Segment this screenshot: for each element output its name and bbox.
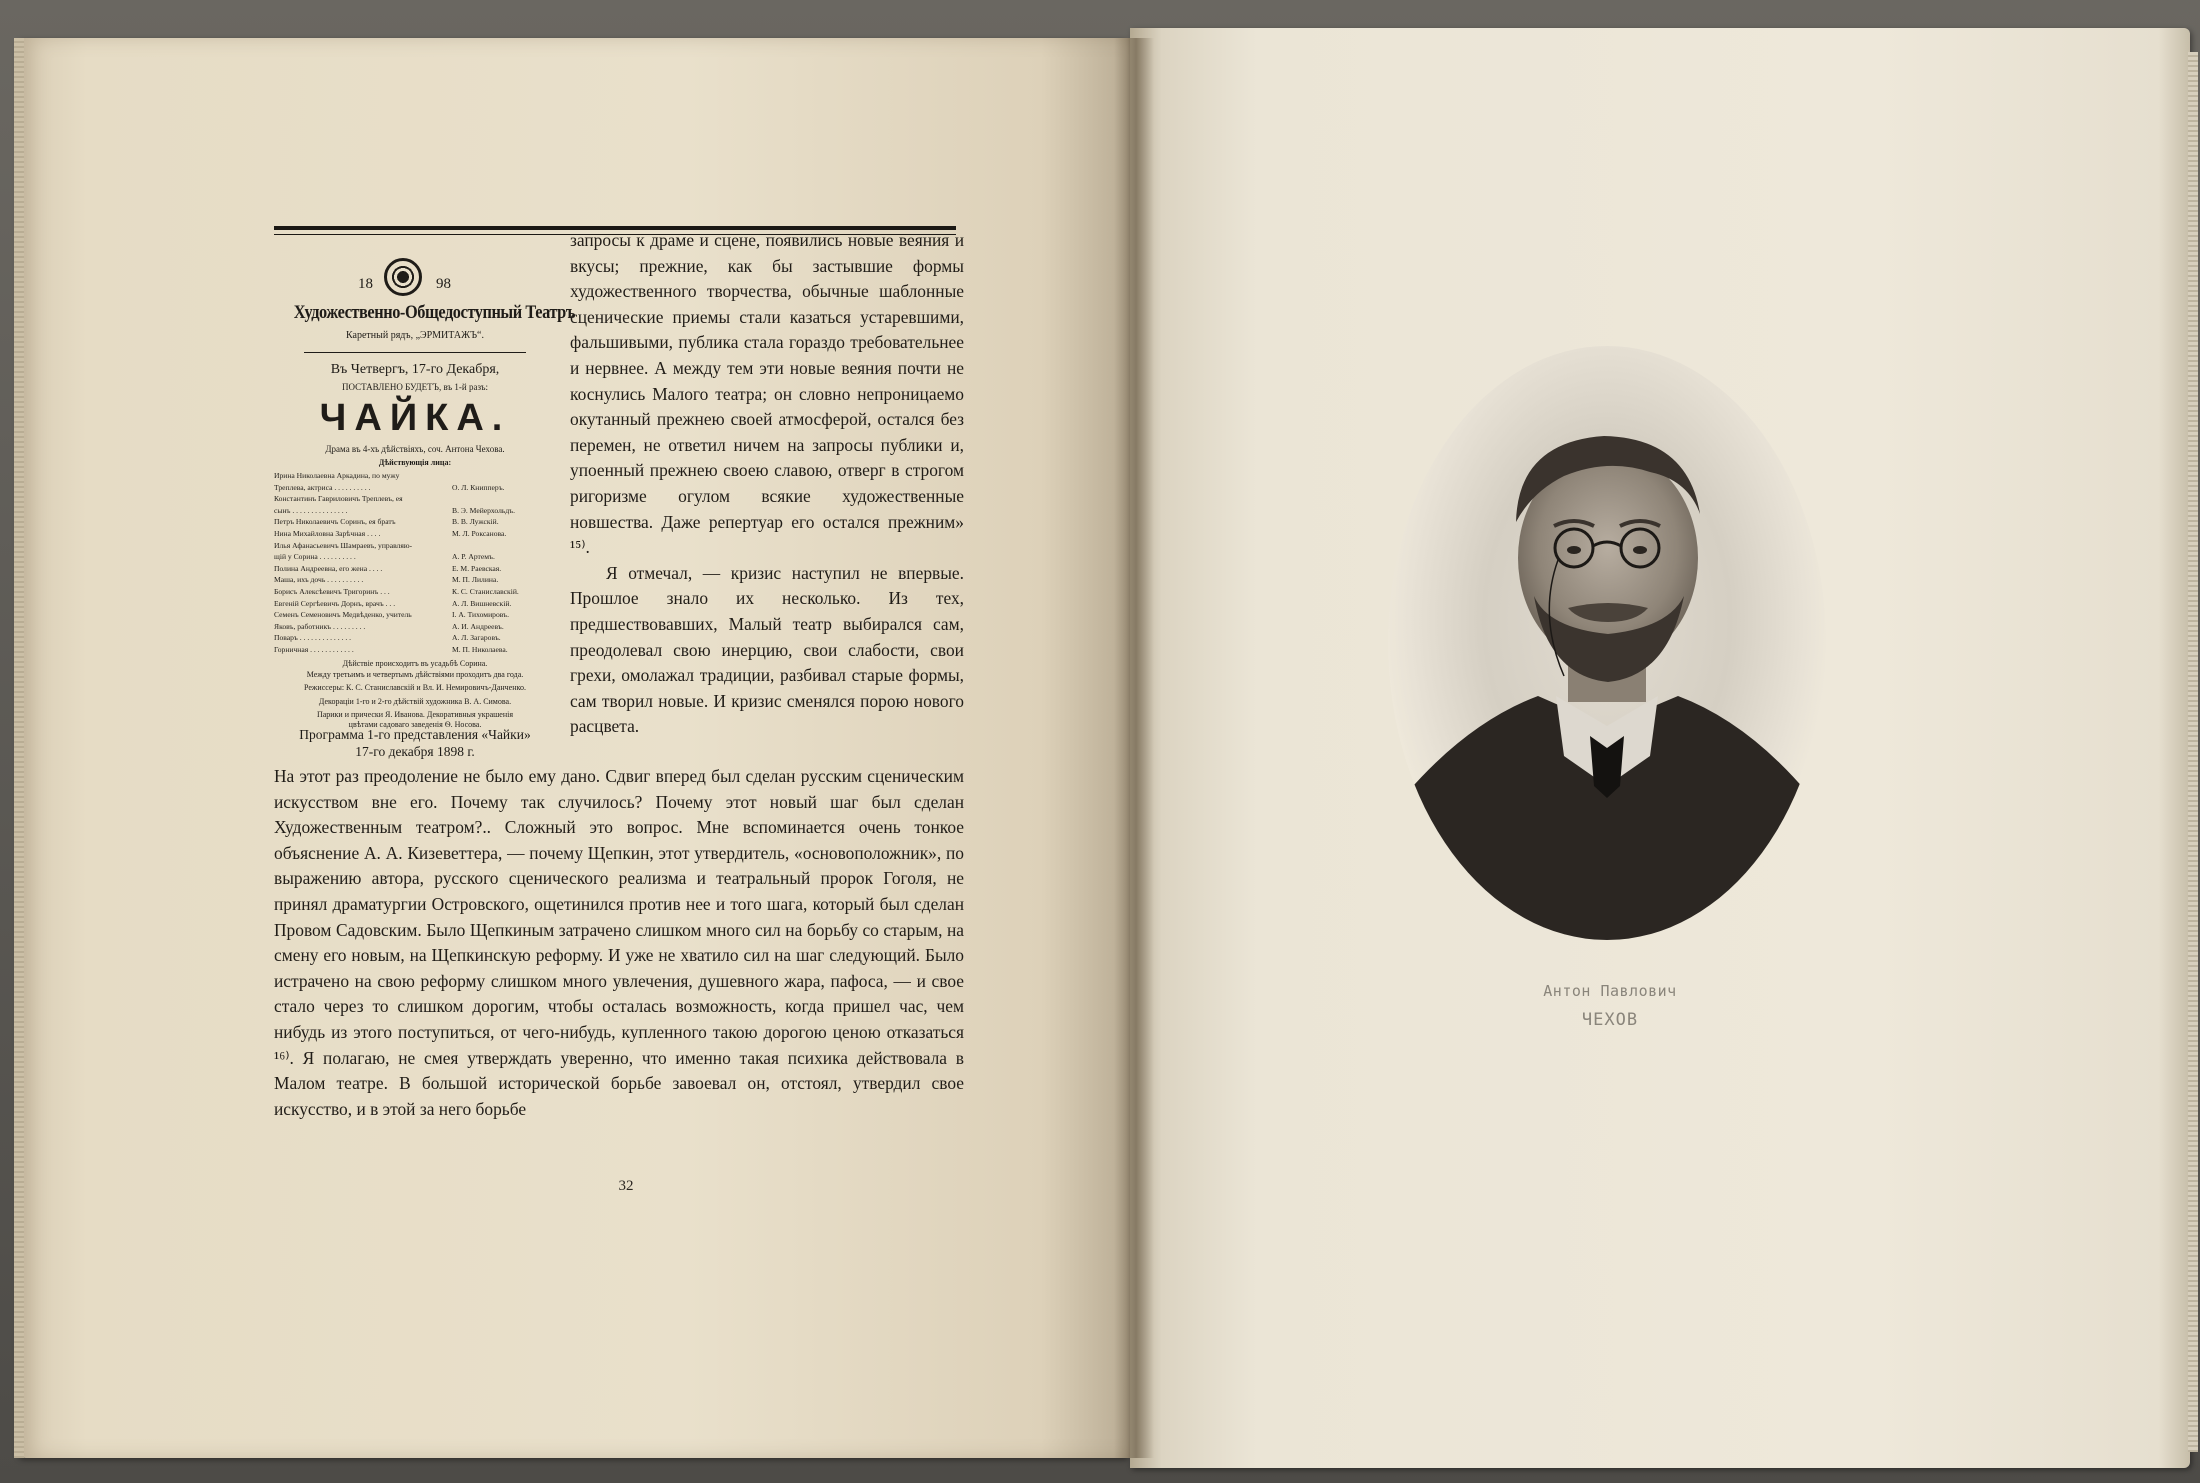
- cast-actor: [452, 493, 556, 505]
- cast-role: Яковъ, работникъ . . . . . . . . .: [274, 621, 366, 631]
- playbill-theatre-name: Художественно-Общедоступный Театръ: [293, 302, 575, 323]
- full-width-text: [274, 764, 964, 1122]
- cast-row: [274, 470, 556, 482]
- cast-role: Евгеній Сергѣевичъ Дорнъ, врачъ . . .: [274, 598, 396, 608]
- playbill-subtitle: Драма въ 4-хъ дѣйствіяхъ, соч. Антона Чехова.: [325, 444, 505, 454]
- playbill-note-interval: Между третьимъ и четвертымъ дѣйствіями проходитъ два года.: [306, 670, 524, 679]
- playbill-caption: [274, 726, 556, 760]
- cast-actor: В. В. Лужскій.: [452, 517, 499, 527]
- cast-row: [274, 482, 556, 494]
- cast-row: [274, 586, 556, 598]
- cast-actor: І. А. Тихомировъ.: [452, 610, 509, 620]
- cast-actor: О. Л. Книпперъ.: [452, 482, 505, 492]
- cast-actor: В. Э. Мейерхольдъ.: [452, 505, 516, 515]
- cast-row: [274, 540, 556, 552]
- cast-role: Маша, ихъ дочь . . . . . . . . . .: [274, 575, 364, 585]
- cast-actor: М. П. Лилина.: [452, 575, 499, 585]
- right-page-edge: [2188, 52, 2198, 1452]
- playbill-cast-list: [274, 470, 556, 656]
- cast-role: Поваръ . . . . . . . . . . . . . .: [274, 633, 352, 643]
- cast-actor: А. Л. Загаровъ.: [452, 633, 501, 643]
- cast-role: Горничная . . . . . . . . . . . .: [274, 644, 354, 654]
- cast-role: Нина Михайловна Зарѣчная . . . .: [274, 528, 381, 538]
- cast-actor: [452, 540, 556, 552]
- cast-role: Семенъ Семеновичъ Медвѣденко, учитель: [274, 610, 412, 620]
- cast-role: Ирина Николаевна Аркадина, по мужу: [274, 471, 400, 480]
- cast-row: [274, 632, 556, 644]
- paragraph-3: На этот раз преодоление не было ему дано. Сдвиг вперед был сделан русским сценическим искусством вне его. Почему так случилось? Почему этот новый шаг был сделан Художественным театром?.. Сложный это вопрос. Мне вспоминается очень тонкое объяснение А. А. Кизеветтера, — почему Щепкин, этот утвердитель, «основоположник», по выражению автора, русского сценического реализма и театральный пророк Гоголя, не принял драматургии Островского, ощетинился против нее и того шага, который был сделан Провом Садовским. Было Щепкиным затрачено слишком много сил на борьбу со старым, на смену его новым, на Щепкинскую реформу. И уже не хватило сил на шаг следующий. Было истрачено на свою реформу слишком много увлечения, душевного жара, пафоса, — и свое стало через то слишком дорогим, чтобы осталась возможность, когда пришел час, чем нибудь из этого поступиться, от чего-нибудь, купленного такою дорогою ценою отказаться ¹⁶⁾. Я полагаю, не смея утверждать уверенно, что именно такая психика действовала в Малом театре. В большой исторической борьбе завоевал он, отстоял, утвердил свое искусство, и в этой за него борьбе: [274, 766, 964, 1119]
- playbill-year-left: 18: [358, 276, 373, 292]
- playbill-cast-heading: Дѣйствующія лица:: [378, 458, 452, 467]
- playbill-venue: Каретный рядъ, „ЭРМИТАЖЪ“.: [346, 330, 484, 341]
- right-column-text: [570, 228, 964, 740]
- cast-role: Борисъ Алексѣевичъ Тригоринъ . . .: [274, 586, 390, 596]
- cast-actor: М. П. Николаева.: [452, 644, 508, 654]
- cast-actor: М. Л. Роксанова.: [452, 528, 507, 538]
- left-page-edge: [14, 38, 24, 1458]
- cast-role: щій у Сорина . . . . . . . . . .: [274, 552, 356, 562]
- cast-row: [274, 528, 556, 540]
- portrait-caption-surname: ЧЕХОВ: [1581, 1010, 1639, 1030]
- playbill-note-wigs: Парики и прически Я. Иванова. Декоративныя украшенія: [316, 710, 514, 719]
- playbill-caption-line2: 17-го декабря 1898 г.: [355, 744, 475, 759]
- playbill-caption-line1: Программа 1-го представления «Чайки»: [299, 727, 531, 742]
- cast-role: Полина Андреевна, его жена . . . .: [274, 563, 383, 573]
- playbill-year-right: 98: [436, 276, 451, 292]
- cast-actor: Е. М. Раевская.: [452, 563, 502, 573]
- playbill-note-decor: Декораціи 1-го и 2-го дѣйствій художника В. А. Симова.: [318, 697, 512, 706]
- playbill-date: Въ Четвергъ, 17-го Декабря,: [330, 362, 500, 377]
- playbill-illustration: [274, 258, 575, 759]
- cast-role: Треплева, актриса . . . . . . . . . .: [274, 482, 371, 492]
- cast-role: сынъ . . . . . . . . . . . . . . .: [274, 505, 348, 515]
- cast-row: [274, 609, 556, 621]
- cast-row: [274, 516, 556, 528]
- playbill-note-setting: Дѣйствіе происходитъ въ усадьбѣ Сорина.: [342, 659, 488, 668]
- cast-role: Илья Афанасьевичъ Шамраевъ, управляю-: [274, 540, 413, 550]
- cast-role: Петръ Николаевичъ Соринъ, ея братъ: [274, 517, 396, 527]
- cast-actor: А. Л. Вишневскій.: [452, 598, 512, 608]
- paragraph-1: запросы к драме и сцене, появились новые веяния и вкусы; прежние, как бы застывшие формы художественного творчества, обычные шаблонные сценические приемы стали казаться устаревшими, фальшивыми, публика стала гораздо требовательнее и нервнее. А между тем эти новые веяния почти не коснулись Малого театра; он словно непроницаемо окутанный прежнею своей атмосферой, остался без перемен, не ответил ничем на запросы публики и, упоенный прежнею своею славою, отверг в строгом ригоризме огулом всякие художественные новшества. Даже репертуар его остался прежним» ¹⁵⁾.: [570, 230, 964, 558]
- cast-row: [274, 551, 556, 563]
- cast-row: [274, 563, 556, 575]
- playbill-staged: ПОСТАВЛЕНО БУДЕТЪ, въ 1-й разъ:: [341, 382, 489, 392]
- paragraph-2: Я отмечал, — кризис наступил не впервые. Прошлое знало их несколько. Из тех, предшествовавших, Малый театр выбирался сам, преодолевал свою инерцию, свои слабости, свои грехи, омолажал традиции, разбивал старые формы, сам творил новые. И кризис сменялся порою нового расцвета.: [570, 562, 964, 737]
- portrait-caption-name: Антон Павлович: [1543, 982, 1677, 1000]
- playbill-title: ЧАЙКА.: [319, 397, 511, 439]
- page-number: 32: [618, 1178, 634, 1194]
- seagull-emblem-icon: [384, 258, 422, 296]
- playbill-note-flowers: цвѣтами садоваго заведенія Ѳ. Носова.: [348, 720, 482, 729]
- cast-actor: [452, 470, 556, 482]
- book-gutter: [1114, 38, 1154, 1458]
- cast-row: [274, 621, 556, 633]
- cast-actor: К. С. Станиславскій.: [452, 586, 519, 596]
- playbill-divider: [304, 352, 526, 353]
- cast-actor: А. И. Андреевъ.: [452, 621, 504, 631]
- cast-role: Константинъ Гавриловичъ Треплевъ, ея: [274, 494, 403, 504]
- portrait-photo: [1388, 346, 1826, 940]
- cast-row: [274, 644, 556, 656]
- cast-actor: А. Р. Артемъ.: [452, 552, 495, 562]
- playbill-note-directors: Режиссеры: К. С. Станиславскій и Вл. И. Немировичъ-Данченко.: [304, 683, 526, 692]
- cast-row: [274, 505, 556, 517]
- cast-row: [274, 574, 556, 586]
- cast-row: [274, 598, 556, 610]
- portrait-illustration: [1388, 346, 1826, 940]
- cast-row: [274, 493, 556, 505]
